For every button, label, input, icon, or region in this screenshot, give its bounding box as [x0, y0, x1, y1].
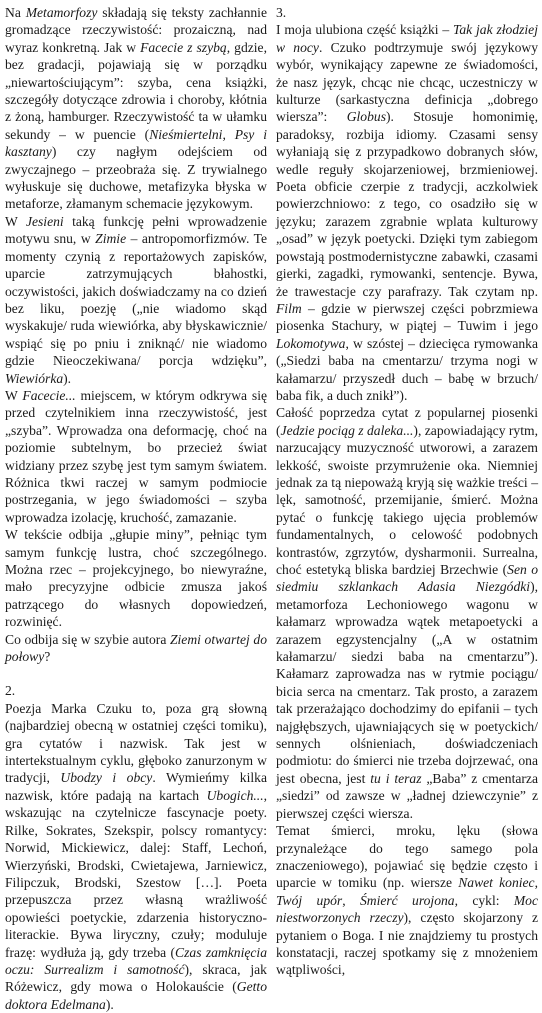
italic-title: Jesieni [25, 213, 64, 229]
italic-title: Ubodzy i obcy [60, 770, 153, 786]
italic-title: Getto doktora Edelmana [5, 979, 267, 1012]
left-column [5, 4, 267, 1013]
italic-title: Wiewiórka [5, 370, 64, 386]
italic-title: Ziemi otwartej do połowy [5, 631, 268, 665]
section-gap [5, 665, 267, 682]
left-section-2 [5, 700, 267, 1013]
italic-title: Jedzie pociąg z daleka... [280, 422, 414, 438]
italic-title: Globus [346, 109, 386, 125]
paragraph: Temat śmierci, mroku, lęku (słowa przynależące do tego samego pola znaczeniowego), pojawiać się będzie często i uparcie w tomiku (np. wiersze Nawet koniec, Twój upór, Śmierć urojona, cykl: Moc niestworzonych rzeczy), często skojarzony z pytaniem o Boga. I nie znajdziemy tu prostych konstatacji, raczej spotkamy się z mnożeniem wątpliwości, [276, 823, 539, 978]
italic-title: Moc niestworzonych rzeczy [276, 892, 538, 926]
italic-title: Ubogich... [206, 787, 264, 803]
paragraph: W tekście odbija „głupie miny”, pełniąc tym samym funkcję lustra, choć szczególnego. Można rzec – projekcyjnego, bo niewyraźne, mało precyzyjne odbicie zmusza jakoś patrzącego do własnych dopowiedzeń, rozwinięć. [5, 527, 267, 630]
italic-title: Śmierć urojona [359, 892, 455, 908]
paragraph: Na Metamorfozy składają się teksty zachłannie gromadzące rzeczywistość: prozaiczną, nad wyraz konkretną. Jak w Facecie z szybą, gdzie, bez gradacji, pojawiają się w porządku „niewartościującym”: szyba, cena książki, szczegóły dotyczące zdrowia i choroby, kłótnia z żoną, hamburger. Rzeczywistość ta w ułamku sekundy – w puencie (Nieśmiertelni, Psy i kasztany) czy nagłym odejściem od zwyczajnego – przeobraża się. Z trywialnego wyłuskuje się duchowe, metafizyka błyska w metaforze, złamanym schemacie językowym. [5, 5, 267, 212]
italic-title: Film [276, 300, 302, 316]
italic-title: Facecie... [22, 387, 76, 403]
italic-title: Nieśmiertelni, Psy i kasztany [5, 126, 267, 160]
paragraph: Poezja Marka Czuku to, poza grą słowną (najbardziej obecną w ostatniej części tomiku), gra cytatów i nazwisk. Tak jest w intertekstualnym cyklu, głęboko zanurzonym w tradycji, Ubodzy i obcy. Wymieńmy kilka nazwisk, które padają na kartach Ubogich..., wskazując na czytelnicze fascynacje poety. Rilke, Sokrates, Szekspir, polscy romantycy: Norwid, Mickiewicz, dalej: Staff, Lechoń, Wierzyński, Brodski, Cwietajewa, Jarniewicz, Filipczuk, Brodski, Szestow […]. Poeta przepuszcza przez własną wrażliwość opowieści poetyckie, zdarzenia historyczno-literackie. Bywa liryczny, czuły; moduluje frazę: wydłuża ją, gdy trzeba (Czas zamknięcia oczu: Surrealizm i samotność), skraca, jak Różewicz, gdy mowa o Holokauście (Getto doktora Edelmana). [5, 700, 267, 1012]
italic-title: Facecie z szybą [140, 39, 227, 55]
right-column [276, 4, 538, 979]
section-number-3: 3. [276, 5, 287, 20]
italic-title: Zimie [95, 231, 127, 247]
paragraph: W Jesieni taką funkcję pełni wprowadzenie motywu snu, w Zimie – antropomorfizmów. Te momenty czynią z reportażowych zapisków, uparcie zatrzymujących błahostki, oczywistości, jakich doświadczamy na co dzień bez liku, poezję („nie wiadomo skąd wyskakuje/ ruda wiewiórka, aby błyskawicznie/ wspiąć się po pniu i zniknąć/ nie wiadomo gdzie Nieoczekiwana/ porcja wdzięku”, Wiewiórka). [5, 213, 268, 386]
paragraph: I moja ulubiona część książki – Tak jak złodziej w nocy. Czuko podtrzymuje swój językowy wybór, wynikający zapewne ze świadomości, że nasz język, chcąc nie chcąc, uczestniczy w kulturze (sarkastyczna definicja „dobrego wiersza”: Globus). Stosuje homonimię, paradoksy, rozbija idiomy. Czasami sensy wyłaniają się z przypadkowo dobranych słów, wedle reguły skojarzeniowej, brzmieniowej. Poeta obficie czerpie z tradycji, aczkolwiek powierzchniowo: z tego, co osadziło się w języku; zarazem zgrabnie wplata kulturowy „osad” w język poetycki. Dzięki tym zabiegom powstają postmodernistyczne zabawki, czasami gierki, zagadki, rymowanki, sentencje. Bywa, że trawestacje czy parafrazy. Tak czytam np. Film – gdzie w pierwszej części pobrzmiewa piosenka Stachury, w piątej – Tuwim i jego Lokomotywa, w szóstej – dziecięca rymowanka („Siedzi baba na cmentarzu/ trzyma nogi w kałamarzu/ przyszedł duch – babę w brzuch/ baba fik, a duch znikł”). [276, 22, 538, 403]
paragraph: W Facecie... miejscem, w którym odkrywa się przed czytelnikiem inna rzeczywistość, jest „szyba”. Wprowadza ona deformację, choć na poziomie subtelnym, bo przecież świat widziany przez szybę jest tym samym światem. Różnica tkwi raczej w samym podmiocie postrzegania, w jego świadomości – szyba wprowadza izolację, kruchość, zamazanie. [5, 387, 268, 525]
italic-title: Czas zamknięcia oczu: Surrealizm i samotność [5, 944, 267, 977]
paragraph: Co odbija się w szybie autora Ziemi otwartej do połowy? [5, 631, 268, 665]
section-number-2: 2. [5, 683, 16, 699]
italic-title: Nawet koniec [458, 875, 535, 891]
italic-title: Twój upór [276, 892, 343, 908]
italic-title: Tak jak złodziej w nocy [276, 22, 538, 55]
italic-title: Sen o siedmiu szklankach Adasia Niezgódki [276, 562, 538, 595]
left-section-1 [5, 4, 267, 665]
italic-title: Metamorfozy [25, 5, 98, 20]
italic-title: Lokomotywa [276, 335, 346, 351]
paragraph: Całość poprzedza cytat z popularnej piosenki (Jedzie pociąg z daleka...), zapowiadający rytm, narzucający muzyczność utworowi, a zarazem lekkość, swoiste przymrużenie oka. Niemniej jednak za tą niepoważą kryją się ważkie treści – lęk, samotność, przemijanie, śmierć. Można pytać o funkcję takiego ujęcia problemów fundamentalnych, o celowość podobnych kontrastów, zgrzytów, dysharmonii. Surrealna, choć estetyką bliska bardziej Brzechwie (Sen o siedmiu szklankach Adasia Niezgódki), metamorfoza Lechoniowego wagonu w kałamarz wprowadza wątek metapoetycki a zarazem egzystencjalny („A w ostatnim kałamarzu/ siedzi baba na cmentarzu”). Kałamarz zaprowadza nas w rytmie pociągu/ bicia serca na cmentarz. Tak prosto, a zarazem tak przerażająco dochodzimy do epifanii – tych najgłębszych, ujawniających się w poetyckich/ sennych olśnieniach, doświadczeniach podmiotu: do śmierci nie trzeba dojrzewać, ona jest obecna, jest tu i teraz „Baba” z cmentarza „siedzi” od zawsze w „ładnej dziewczynie” z pierwszej części wiersza. [276, 405, 539, 821]
right-section-3 [276, 21, 538, 978]
italic-title: tu i teraz [370, 770, 422, 786]
